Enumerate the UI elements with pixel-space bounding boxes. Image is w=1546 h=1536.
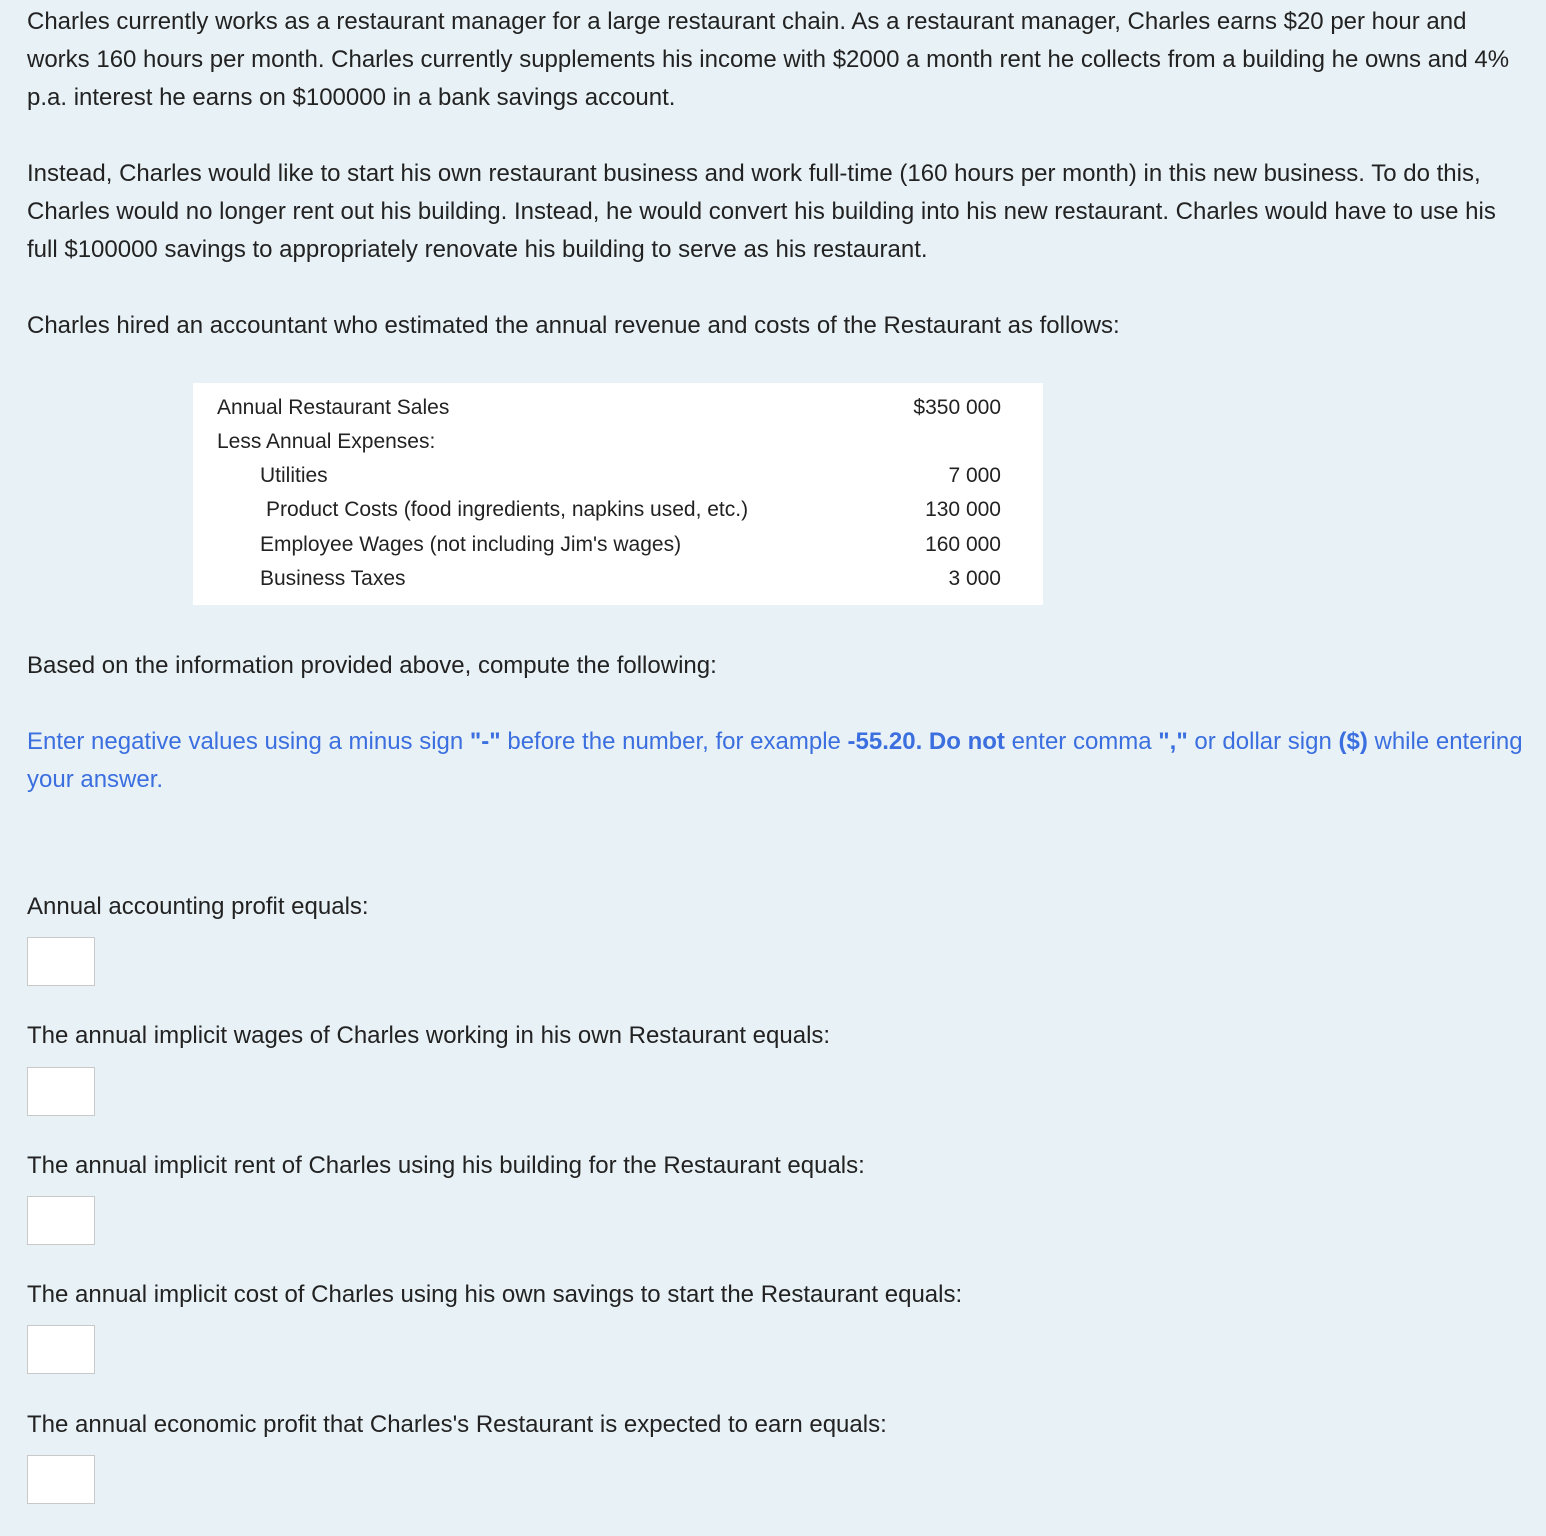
implicit-savings-cost-input[interactable]: [27, 1325, 95, 1374]
notice-text: enter comma: [1004, 728, 1159, 755]
row-label: Business Taxes: [260, 567, 406, 590]
row-value: $350 000: [913, 396, 1001, 419]
intro-paragraph-3: Charles hired an accountant who estimated the annual revenue and costs of the Restaurant as follows:: [27, 312, 1120, 339]
notice-text: before the number, for example: [500, 728, 848, 755]
compute-instruction: Based on the information provided above, compute the following:: [27, 652, 717, 679]
row-label: Utilities: [260, 464, 328, 487]
intro-paragraph-1: Charles currently works as a restaurant manager for a large restaurant chain. As a restaurant manager, Charles earns $20 per hour and works 160 hours per month. Charles currently supplements his income with $2000 a month rent he collects from a building he owns and 4% p.a. interest he earns on $100000 in a bank savings account.: [27, 8, 1510, 111]
notice-bold: ($): [1338, 728, 1368, 755]
row-label: Employee Wages (not including Jim's wages): [260, 533, 682, 556]
table-row: [193, 562, 1043, 596]
intro-paragraph-2: Instead, Charles would like to start his own restaurant business and work full-time (160 hours per month) in this new business. To do this, Charles would no longer rent out his building. Instead, he would convert his building into his new restaurant. Charles would have to use his full $100000 savings to appropriately renovate his building to serve as his restaurant.: [27, 160, 1496, 263]
row-value: 7 000: [948, 464, 1001, 487]
row-value: 3 000: [948, 567, 1001, 590]
notice-bold: "-": [469, 728, 501, 755]
question-implicit-wages-label: The annual implicit wages of Charles working in his own Restaurant equals:: [27, 1022, 831, 1049]
question-implicit-savings-cost-label: The annual implicit cost of Charles using his own savings to start the Restaurant equals:: [27, 1281, 963, 1308]
financial-table: [193, 383, 1043, 605]
row-label: Annual Restaurant Sales: [217, 396, 450, 419]
notice-text: or dollar sign: [1187, 728, 1339, 755]
economic-profit-input[interactable]: [27, 1455, 95, 1504]
implicit-wages-input[interactable]: [27, 1067, 95, 1116]
table-row: [193, 459, 1043, 493]
implicit-rent-input[interactable]: [27, 1196, 95, 1245]
table-row: [193, 528, 1043, 562]
row-label: Product Costs (food ingredients, napkins used, etc.): [266, 498, 749, 521]
notice-bold: ",": [1158, 728, 1188, 755]
question-economic-profit-label: The annual economic profit that Charles's Restaurant is expected to earn equals:: [27, 1411, 887, 1438]
row-label: Less Annual Expenses:: [217, 430, 436, 453]
notice-text: Enter negative values using a minus sign: [27, 728, 470, 755]
table-row: [193, 391, 1043, 425]
table-row: [193, 493, 1043, 527]
question-accounting-profit-label: Annual accounting profit equals:: [27, 893, 369, 920]
row-value: 160 000: [925, 533, 1001, 556]
accounting-profit-input[interactable]: [27, 937, 95, 986]
row-value: 130 000: [925, 498, 1001, 521]
notice-bold: -55.20. Do not: [847, 728, 1005, 755]
table-row: [193, 425, 1043, 459]
notice-text: while entering your answer.: [27, 728, 1523, 793]
question-implicit-rent-label: The annual implicit rent of Charles using his building for the Restaurant equals:: [27, 1152, 865, 1179]
entry-notice: [27, 723, 1527, 799]
